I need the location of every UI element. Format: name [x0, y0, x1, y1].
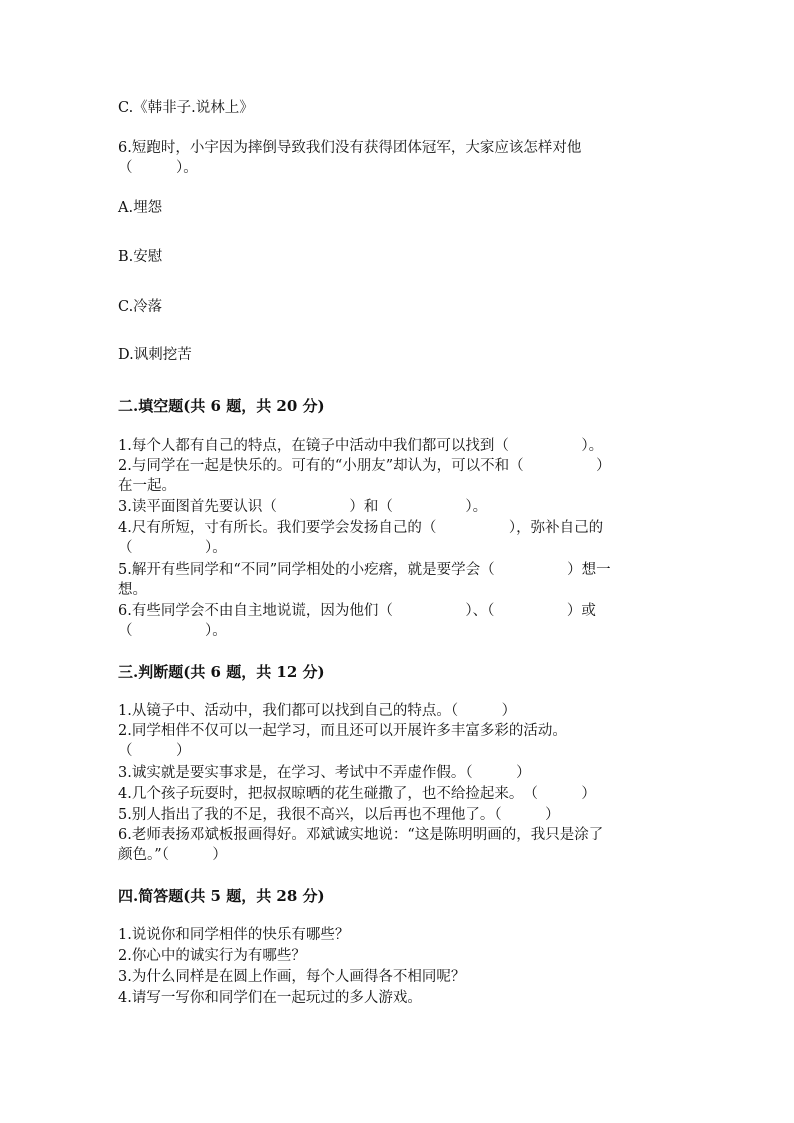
section-2-line: 想。 — [118, 582, 147, 598]
section-2-line: （ ）。 — [118, 623, 227, 639]
option-b: B.安慰 — [118, 249, 163, 265]
section-2-line: 2.与同学在一起是快乐的。可有的“小朋友”却认为，可以不和（ ） — [118, 458, 611, 474]
section-3-line: 4.几个孩子玩耍时，把叔叔晾晒的花生碰撒了，也不给捡起来。 （ ） — [118, 786, 596, 802]
section-4-line: 4.请写一写你和同学们在一起玩过的多人游戏。 — [118, 990, 422, 1006]
section-3-line: 6.老师表扬邓斌板报画得好。邓斌诚实地说：“这是陈明明画的，我只是涂了 — [118, 827, 604, 843]
section-2-line: 4.尺有所短，寸有所长。我们要学会发扬自己的（ ），弥补自己的 — [118, 520, 604, 536]
section-2-line: 1.每个人都有自己的特点，在镜子中活动中我们都可以找到（ ）。 — [118, 438, 604, 454]
section-4-line: 2.你心中的诚实行为有哪些？ — [118, 948, 306, 964]
question-6-text: 6.短跑时，小宇因为摔倒导致我们没有获得团体冠军，大家应该怎样对他 — [118, 140, 582, 156]
section-3-line: （ ） — [118, 743, 191, 759]
option-d: D.讽刺挖苦 — [118, 347, 192, 363]
option-a: A.埋怨 — [118, 200, 163, 216]
section-4-line: 1.说说你和同学相伴的快乐有哪些？ — [118, 927, 350, 943]
section-4-heading: 四.简答题(共 5 题，共 28 分) — [118, 887, 325, 905]
option-c-previous-question: C.《韩非子.说林上》 — [118, 100, 254, 116]
section-2-line: 6.有些同学会不由自主地说谎，因为他们（ ）、（ ）或 — [118, 603, 596, 619]
section-4-line: 3.为什么同样是在圆上作画，每个人画得各不相同呢？ — [118, 969, 466, 985]
section-3-line: 1.从镜子中、活动中，我们都可以找到自己的特点。（ ） — [118, 703, 517, 719]
section-2-line: （ ）。 — [118, 540, 227, 556]
section-2-line: 5.解开有些同学和“不同”同学相处的小疙瘩，就是要学会（ ）想一 — [118, 562, 611, 578]
section-2-line: 在一起。 — [118, 478, 176, 494]
question-6-blank: （ ）。 — [118, 160, 198, 176]
section-3-line: 5.别人指出了我的不足，我很不高兴，以后再也不理他了。（ ） — [118, 807, 560, 823]
section-2-heading: 二.填空题(共 6 题，共 20 分) — [118, 397, 325, 415]
section-3-heading: 三.判断题(共 6 题，共 12 分) — [118, 663, 325, 681]
section-3-line: 2.同学相伴不仅可以一起学习，而且还可以开展许多丰富多彩的活动。 — [118, 723, 567, 739]
section-3-line: 颜色。”（ ） — [118, 847, 227, 863]
section-3-line: 3.诚实就是要实事求是，在学习、考试中不弄虚作假。（ ） — [118, 765, 531, 781]
section-2-line: 3.读平面图首先要认识（ ）和（ ）。 — [118, 499, 488, 515]
option-c: C.冷落 — [118, 299, 163, 315]
